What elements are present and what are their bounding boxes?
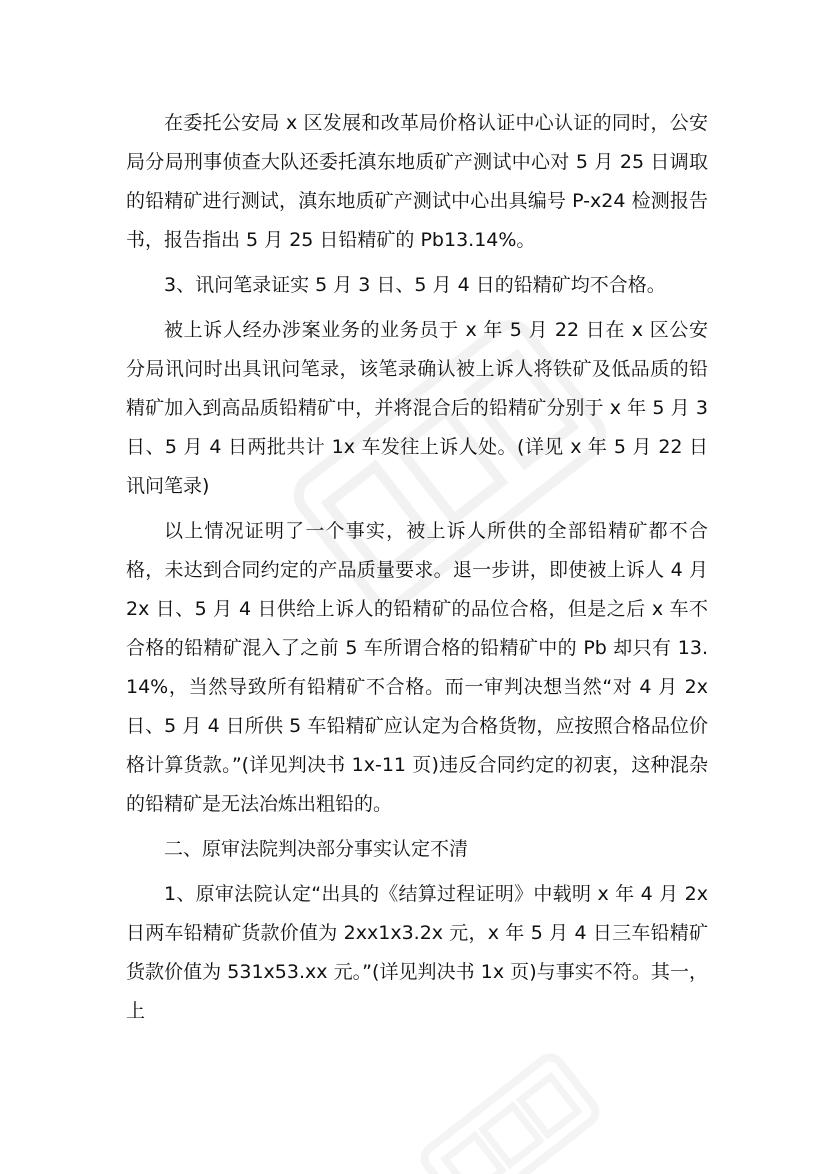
paragraph-interrogation-record: 被上诉人经办涉案业务的业务员于 x 年 5 月 22 日在 x 区公安分局讯问时出具讯问笔录，该笔录确认被上诉人将铁矿及低品质的铅精矿加入到高品质铅精矿中，并将混合后的铅精矿分别于 x 年 5 月 3 日、5 月 4 日两批共计 1x 车发往上诉人处。(详见 x 年 5 月 22 日讯问笔录)	[126, 319, 708, 497]
paragraph-testing-report: 在委托公安局 x 区发展和改革局价格认证中心认证的同时，公安局分局刑事侦查大队还委托滇东地质矿产测试中心对 5 月 25 日调取的铅精矿进行测试，滇东地质矿产测试中心出具编号 P-x24 检测报告书，报告指出 5 月 25 日铅精矿的 Pb13.14%。	[126, 112, 708, 251]
section-heading-two: 二、原审法院判决部分事实认定不清	[164, 838, 469, 860]
watermark-logo-bottom-icon	[411, 1044, 608, 1174]
paragraph-item-1-settlement: 1、原审法院认定“出具的《结算过程证明》中载明 x 年 4 月 2x 日两车铅精矿货款价值为 2xx1x3.2x 元，x 年 5 月 4 日三车铅精矿货款价值为 531x53.xx 元。”(详见判决书 1x 页)与事实不符。其一，上	[126, 883, 708, 1022]
paragraph-item-3-heading: 3、讯问笔录证实 5 月 3 日、5 月 4 日的铅精矿均不合格。	[164, 274, 666, 296]
paragraph-conclusion: 以上情况证明了一个事实，被上诉人所供的全部铅精矿都不合格，未达到合同约定的产品质量要求。退一步讲，即使被上诉人 4 月 2x 日、5 月 4 日供给上诉人的铅精矿的品位合格，但是之后 x 车不合格的铅精矿混入了之前 5 车所谓合格的铅精矿中的 Pb 却只有 13.14%，当然导致所有铅精矿不合格。而一审判决想当然“对 4 月 2x 日、5 月 4 日所供 5 车铅精矿应认定为合格货物，应按照合格品位价格计算货款。”(详见判决书 1x-11 页)违反合同约定的初衷，这种混杂的铅精矿是无法冶炼出粗铅的。	[126, 520, 708, 815]
document-body	[126, 104, 708, 1037]
